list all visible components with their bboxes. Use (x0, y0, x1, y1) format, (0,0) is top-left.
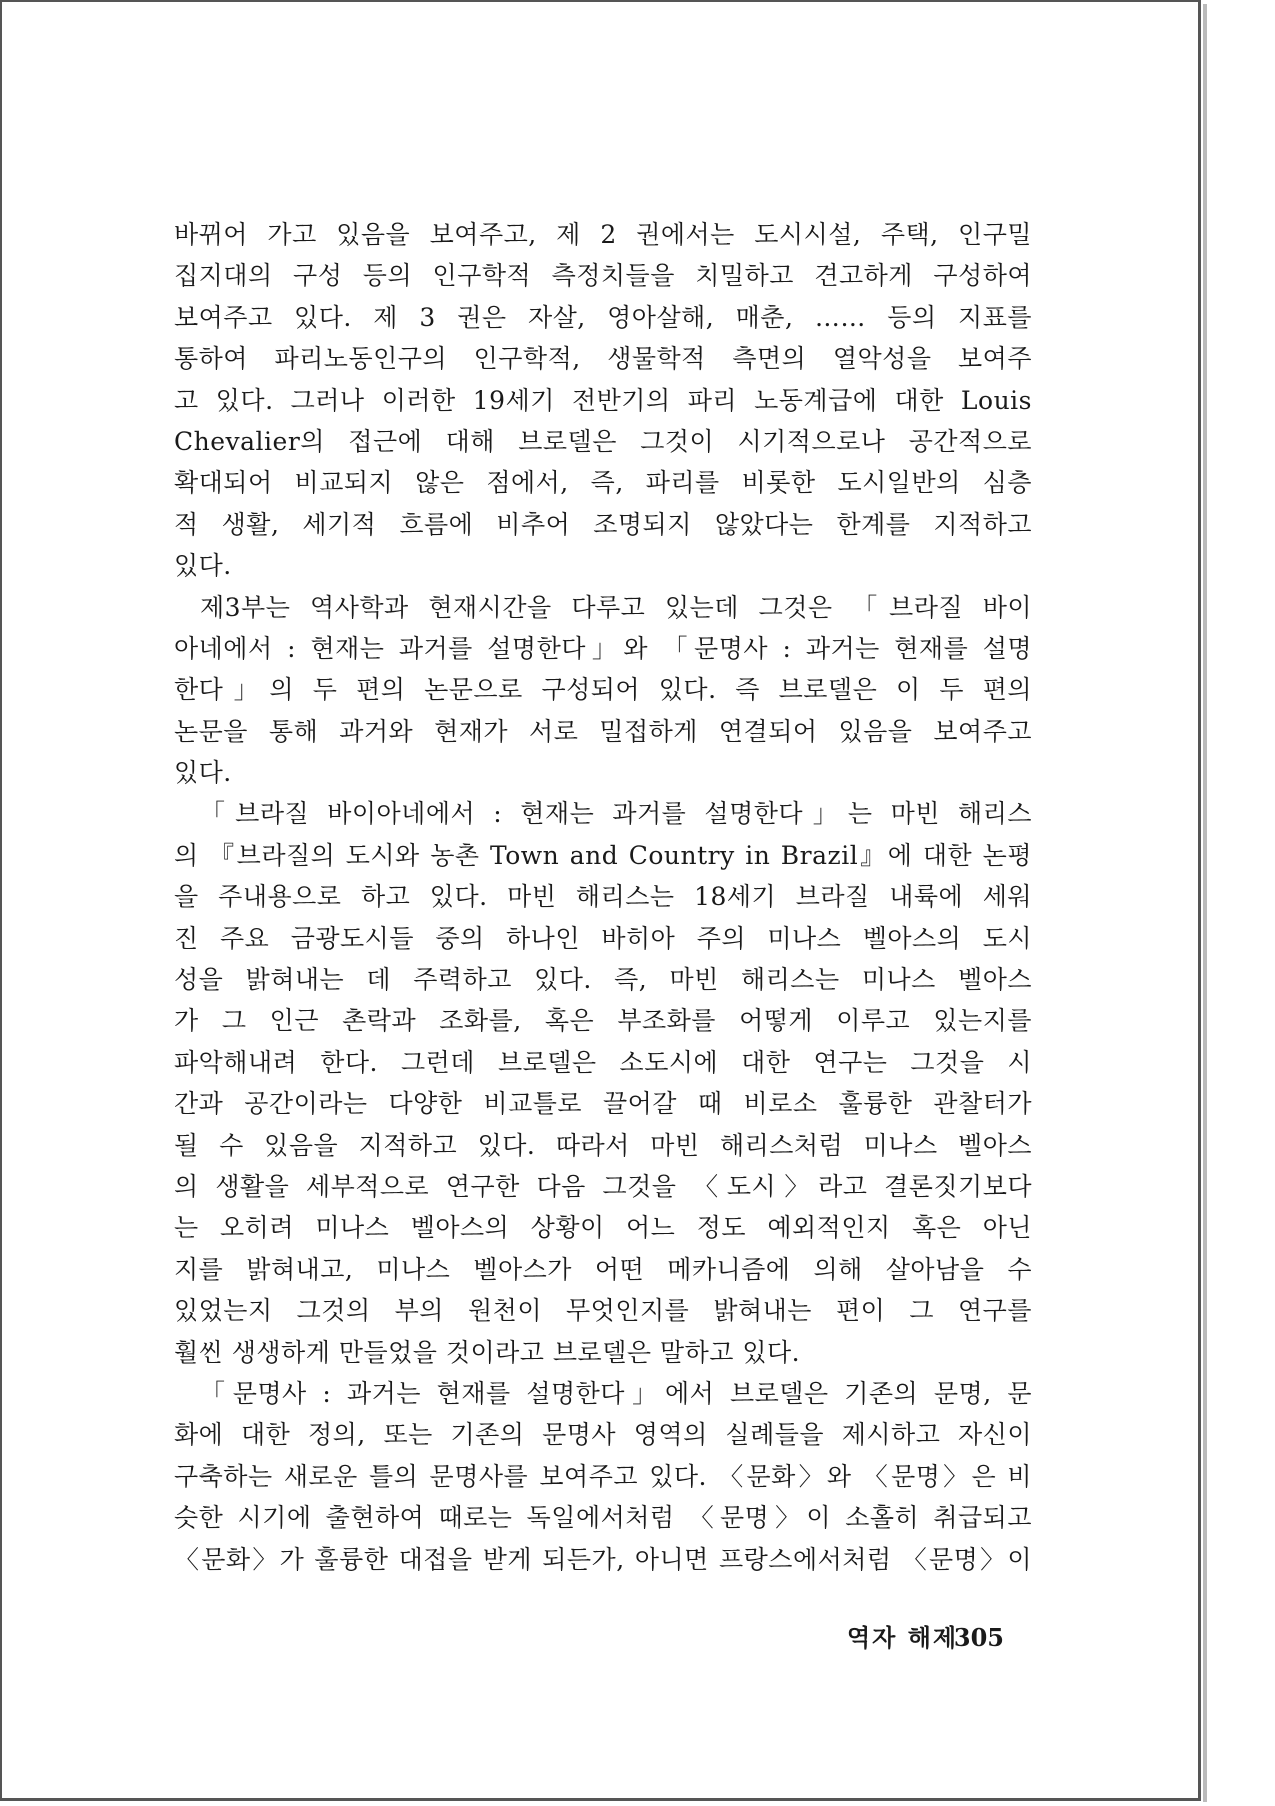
text-line: 성을 밝혀내는 데 주력하고 있다. 즉, 마빈 해리스는 미나스 벨아스 (174, 965, 1032, 995)
text-line: 진 주요 금광도시들 중의 하나인 바히아 주의 미나스 벨아스의 도시 (174, 923, 1032, 953)
text-line: 집지대의 구성 등의 인구학적 측정치들을 치밀하고 견고하게 구성하여 (174, 261, 1032, 291)
text-line: 바뀌어 가고 있음을 보여주고, 제 2 권에서는 도시시설, 주택, 인구밀 (174, 220, 1032, 249)
body-text (174, 214, 1032, 1580)
text-line: 있다. (174, 758, 232, 788)
page-number: 305 (953, 1623, 1004, 1652)
text-line: 한다」의 두 편의 논문으로 구성되어 있다. 즉 브로델은 이 두 편의 (174, 675, 1032, 705)
page-shadow (1203, 4, 1207, 1802)
text-line: 확대되어 비교되지 않은 점에서, 즉, 파리를 비롯한 도시일반의 심층 (174, 468, 1032, 498)
text-line: 될 수 있음을 지적하고 있다. 따라서 마빈 해리스처럼 미나스 벨아스 (174, 1130, 1032, 1160)
page-footer (847, 1618, 1032, 1658)
text-line: 보여주고 있다. 제 3 권은 자살, 영아살해, 매춘, …… 등의 지표를 (174, 302, 1032, 332)
text-line: 적 생활, 세기적 흐름에 비추어 조명되지 않았다는 한계를 지적하고 (174, 509, 1032, 539)
text-line: 아네에서 : 현재는 과거를 설명한다」와 「문명사 : 과거는 현재를 설명 (174, 633, 1032, 663)
text-line: 〈문화〉가 훌륭한 대접을 받게 되든가, 아니면 프랑스에서처럼 〈문명〉이 (174, 1544, 1032, 1574)
text-line: 파악해내려 한다. 그런데 브로델은 소도시에 대한 연구는 그것을 시 (174, 1047, 1032, 1077)
text-line: 훨씬 생생하게 만들었을 것이라고 브로델은 말하고 있다. (174, 1337, 801, 1367)
paragraph-start: 「브라질 바이아네에서 : 현재는 과거를 설명한다」는 마빈 해리스 (200, 799, 1032, 829)
text-line: 지를 밝혀내고, 미나스 벨아스가 어떤 메카니즘에 의해 살아남을 수 (174, 1254, 1032, 1284)
text-line: 고 있다. 그러나 이러한 19세기 전반기의 파리 노동계급에 대한 Louis (174, 385, 1032, 415)
text-line: 는 오히려 미나스 벨아스의 상황이 어느 정도 예외적인지 혹은 아닌 (174, 1213, 1032, 1243)
text-line: 논문을 통해 과거와 현재가 서로 밀접하게 연결되어 있음을 보여주고 (174, 716, 1032, 746)
text-line: 있다. (174, 551, 232, 581)
text-line: 통하여 파리노동인구의 인구학적, 생물학적 측면의 열악성을 보여주 (174, 344, 1032, 374)
text-line: 구축하는 새로운 틀의 문명사를 보여주고 있다. 〈문화〉와 〈문명〉은 비 (174, 1461, 1032, 1491)
text-line: 화에 대한 정의, 또는 기존의 문명사 영역의 실례들을 제시하고 자신이 (174, 1420, 1032, 1450)
text-line: 가 그 인근 촌락과 조화를, 혹은 부조화를 어떻게 이루고 있는지를 (174, 1006, 1032, 1036)
text-line: 있었는지 그것의 부의 원천이 무엇인지를 밝혀내는 편이 그 연구를 (174, 1296, 1032, 1326)
paragraph-start: 제3부는 역사학과 현재시간을 다루고 있는데 그것은 「브라질 바이 (200, 592, 1032, 622)
text-line: 의 생활을 세부적으로 연구한 다음 그것을 〈도시〉라고 결론짓기보다 (174, 1171, 1032, 1201)
paragraph-start: 「문명사 : 과거는 현재를 설명한다」에서 브로델은 기존의 문명, 문 (200, 1378, 1032, 1408)
text-line: 을 주내용으로 하고 있다. 마빈 해리스는 18세기 브라질 내륙에 세워 (174, 882, 1032, 912)
text-line: 의 『브라질의 도시와 농촌 Town and Country in Brazil』에 대한 논평 (174, 840, 1032, 870)
text-line: 간과 공간이라는 다양한 비교틀로 끌어갈 때 비로소 훌륭한 관찰터가 (174, 1089, 1032, 1119)
running-header: 역자 해제 (847, 1623, 959, 1652)
text-line: 슷한 시기에 출현하여 때로는 독일에서처럼 〈문명〉이 소홀히 취급되고 (174, 1503, 1032, 1533)
text-line: Chevalier의 접근에 대해 브로델은 그것이 시기적으로나 공간적으로 (174, 426, 1032, 456)
